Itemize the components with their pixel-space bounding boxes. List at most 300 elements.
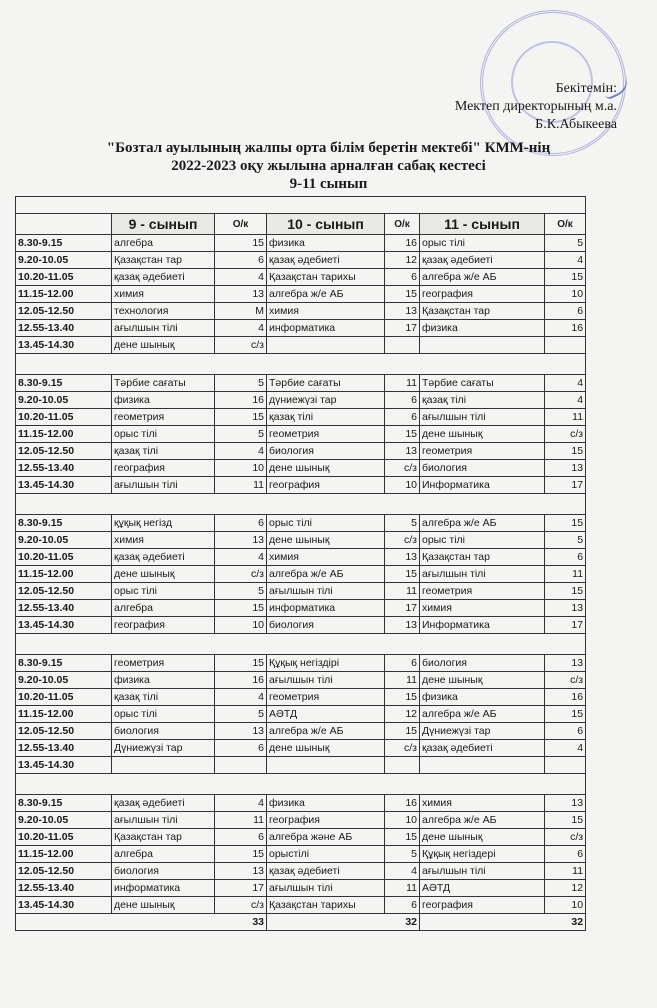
approval-name: Б.К.Абыкеева [535,117,617,132]
room-11: 17 [545,617,586,634]
room-9: М [215,303,267,320]
room-11: 6 [545,723,586,740]
room-9: 6 [215,740,267,757]
subject-9: дене шынық [112,337,215,354]
room-10: 12 [385,706,420,723]
subject-10: биология [267,443,385,460]
day-separator [16,354,586,375]
time-cell: 12.55-13.40 [16,600,112,617]
room-10: 11 [385,672,420,689]
subject-9: география [112,460,215,477]
table-row [16,477,586,494]
time-cell: 13.45-14.30 [16,617,112,634]
table-row [16,706,586,723]
subject-10: физика [267,235,385,252]
subject-11: биология [420,655,545,672]
room-9: 15 [215,235,267,252]
day-separator [16,494,586,515]
subject-10 [267,337,385,354]
room-11: 13 [545,600,586,617]
subject-11: физика [420,689,545,706]
room-11: 10 [545,897,586,914]
time-cell: 11.15-12.00 [16,706,112,723]
subject-11: Информатика [420,617,545,634]
room-10: 13 [385,549,420,566]
subject-9: геометрия [112,655,215,672]
subject-9: биология [112,723,215,740]
table-row [16,532,586,549]
day-separator [16,774,586,795]
subject-9: технология [112,303,215,320]
subject-9: физика [112,672,215,689]
subject-9: геометрия [112,409,215,426]
table-row [16,549,586,566]
subject-10: орыстілі [267,846,385,863]
document-subtitle: 2022-2023 оқу жылына арналған сабақ кестесі [171,158,486,174]
room-11: 11 [545,566,586,583]
time-cell: 8.30-9.15 [16,235,112,252]
room-11: 4 [545,252,586,269]
subject-10: қазақ әдебиеті [267,863,385,880]
room-9: 13 [215,532,267,549]
subject-11: химия [420,600,545,617]
subject-10: Қазақстан тарихы [267,897,385,914]
subject-10: орыс тілі [267,515,385,532]
time-cell: 9.20-10.05 [16,672,112,689]
room-11: 12 [545,880,586,897]
room-11 [545,757,586,774]
subject-11: орыс тілі [420,532,545,549]
time-cell: 12.05-12.50 [16,443,112,460]
day-separator [16,634,586,655]
subject-10: Тәрбие сағаты [267,375,385,392]
approval-position: Мектеп директорының м.а. [454,99,617,114]
subject-10: қазақ тілі [267,409,385,426]
room-11: 15 [545,269,586,286]
table-row [16,655,586,672]
subject-9: ағылшын тілі [112,812,215,829]
room-10: с/з [385,740,420,757]
room-9: 15 [215,600,267,617]
table-row [16,672,586,689]
subject-11: география [420,286,545,303]
room-9: 11 [215,477,267,494]
room-11: 13 [545,795,586,812]
room-11: 13 [545,460,586,477]
table-row [16,846,586,863]
subject-10: информатика [267,600,385,617]
table-row [16,617,586,634]
subject-11 [420,337,545,354]
subject-11: Информатика [420,477,545,494]
subject-10: дене шынық [267,460,385,477]
room-10: 6 [385,655,420,672]
time-cell: 11.15-12.00 [16,426,112,443]
subject-11: орыс тілі [420,235,545,252]
room-11: 4 [545,392,586,409]
room-9: 4 [215,795,267,812]
table-row [16,252,586,269]
time-cell: 12.05-12.50 [16,863,112,880]
subject-11: дене шынық [420,672,545,689]
room-10: 4 [385,863,420,880]
document-title: "Бозтал ауылының жалпы орта білім беретін мектебі" КММ-нің [106,140,551,156]
room-9: 6 [215,515,267,532]
table-row [16,460,586,477]
room-10: 15 [385,723,420,740]
room-9: 13 [215,723,267,740]
subject-9: биология [112,863,215,880]
subject-11 [420,757,545,774]
subject-10: химия [267,549,385,566]
table-row [16,303,586,320]
table-row [16,600,586,617]
subject-11: алгебра ж/е АБ [420,812,545,829]
table-row [16,689,586,706]
subject-10: геометрия [267,426,385,443]
subject-10: алгебра және АБ [267,829,385,846]
room-11 [545,337,586,354]
room-9: 6 [215,252,267,269]
room-11: 6 [545,549,586,566]
room-11: 5 [545,235,586,252]
room-9: 13 [215,286,267,303]
subject-10: дүниежүзі тар [267,392,385,409]
grades-label: 9-11 сынып [289,176,368,192]
room-10: 11 [385,583,420,600]
subject-11: алгебра ж/е АБ [420,515,545,532]
room-9: 17 [215,880,267,897]
time-cell: 11.15-12.00 [16,846,112,863]
total-11: 32 [420,914,586,931]
subject-9: дене шынық [112,566,215,583]
subject-10: ағылшын тілі [267,583,385,600]
time-cell: 11.15-12.00 [16,566,112,583]
subject-9: орыс тілі [112,583,215,600]
table-row [16,337,586,354]
subject-10: алгебра ж/е АБ [267,723,385,740]
subject-9: информатика [112,880,215,897]
table-row [16,269,586,286]
subject-9: қазақ тілі [112,443,215,460]
subject-9: Тәрбие сағаты [112,375,215,392]
time-cell: 9.20-10.05 [16,532,112,549]
totals-row [16,914,586,931]
subject-9: Қазақстан тар [112,252,215,269]
room-10: 13 [385,303,420,320]
room-10: 13 [385,617,420,634]
subject-9: қазақ әдебиеті [112,795,215,812]
time-cell: 12.55-13.40 [16,460,112,477]
header-room-11: О/к [545,214,586,235]
subject-9: қазақ әдебиеті [112,549,215,566]
total-9: 33 [16,914,267,931]
time-cell: 8.30-9.15 [16,655,112,672]
room-10: 6 [385,269,420,286]
subject-10: алгебра ж/е АБ [267,286,385,303]
subject-11: Құқық негіздері [420,846,545,863]
table-row [16,235,586,252]
room-9: 15 [215,409,267,426]
header-time [16,214,112,235]
table-row [16,795,586,812]
room-10 [385,757,420,774]
room-10: 16 [385,795,420,812]
room-9 [215,757,267,774]
room-9: с/з [215,337,267,354]
subject-10: химия [267,303,385,320]
table-row [16,286,586,303]
room-9: 4 [215,320,267,337]
room-9: 5 [215,583,267,600]
room-11: 15 [545,515,586,532]
subject-11: география [420,897,545,914]
time-cell: 8.30-9.15 [16,795,112,812]
table-row [16,757,586,774]
table-row [16,392,586,409]
subject-10: Қазақстан тарихы [267,269,385,286]
header-row [16,214,586,235]
room-9: 10 [215,460,267,477]
room-9: 6 [215,829,267,846]
schedule-body [16,197,586,931]
time-cell: 12.55-13.40 [16,740,112,757]
room-9: с/з [215,566,267,583]
room-11: 17 [545,477,586,494]
room-9: 5 [215,426,267,443]
subject-9 [112,757,215,774]
time-cell: 13.45-14.30 [16,757,112,774]
subject-10: дене шынық [267,740,385,757]
table-top-row [16,197,586,214]
room-11: 15 [545,583,586,600]
table-row [16,740,586,757]
subject-11: ағылшын тілі [420,409,545,426]
room-10: 17 [385,320,420,337]
room-10: 5 [385,515,420,532]
subject-9: химия [112,532,215,549]
subject-11: Дүниежүзі тар [420,723,545,740]
subject-9: физика [112,392,215,409]
subject-11: алгебра ж/е АБ [420,269,545,286]
subject-10: биология [267,617,385,634]
subject-10: қазақ әдебиеті [267,252,385,269]
time-cell: 13.45-14.30 [16,477,112,494]
subject-10 [267,757,385,774]
table-row [16,723,586,740]
room-9: 5 [215,375,267,392]
subject-9: Қазақстан тар [112,829,215,846]
time-cell: 8.30-9.15 [16,515,112,532]
total-10: 32 [267,914,420,931]
room-11: 15 [545,812,586,829]
room-11: 4 [545,375,586,392]
time-cell: 11.15-12.00 [16,286,112,303]
subject-11: физика [420,320,545,337]
table-row [16,880,586,897]
time-cell: 9.20-10.05 [16,392,112,409]
room-9: 16 [215,392,267,409]
time-cell: 12.05-12.50 [16,723,112,740]
room-10: с/з [385,532,420,549]
subject-10: ағылшын тілі [267,880,385,897]
room-11: 13 [545,655,586,672]
table-row [16,863,586,880]
subject-10: география [267,812,385,829]
subject-11: геометрия [420,583,545,600]
subject-9: алгебра [112,846,215,863]
subject-11: Қазақстан тар [420,303,545,320]
time-cell: 10.20-11.05 [16,689,112,706]
approval-block [455,80,617,134]
room-10: 13 [385,443,420,460]
room-10: 6 [385,392,420,409]
room-10: 10 [385,477,420,494]
time-cell: 10.20-11.05 [16,549,112,566]
subject-10: информатика [267,320,385,337]
room-11: 16 [545,320,586,337]
table-row [16,409,586,426]
room-10: 16 [385,235,420,252]
room-10: 15 [385,829,420,846]
room-10 [385,337,420,354]
room-9: 13 [215,863,267,880]
room-11: с/з [545,829,586,846]
time-cell: 12.05-12.50 [16,583,112,600]
time-cell: 8.30-9.15 [16,375,112,392]
time-cell: 13.45-14.30 [16,337,112,354]
subject-11: қазақ әдебиеті [420,252,545,269]
subject-11: ағылшын тілі [420,863,545,880]
table-row [16,515,586,532]
time-cell: 12.05-12.50 [16,303,112,320]
header-room-10: О/к [385,214,420,235]
subject-9: орыс тілі [112,706,215,723]
subject-9: орыс тілі [112,426,215,443]
room-11: 11 [545,409,586,426]
time-cell: 12.55-13.40 [16,320,112,337]
room-9: 4 [215,689,267,706]
subject-9: қазақ әдебиеті [112,269,215,286]
header-grade-10: 10 - сынып [267,214,385,235]
time-cell: 9.20-10.05 [16,812,112,829]
subject-11: Қазақстан тар [420,549,545,566]
room-9: 15 [215,846,267,863]
room-11: 6 [545,303,586,320]
subject-9: ағылшын тілі [112,477,215,494]
table-row [16,443,586,460]
subject-11: ағылшын тілі [420,566,545,583]
table-row [16,426,586,443]
table-row [16,829,586,846]
subject-9: дене шынық [112,897,215,914]
header-grade-9: 9 - сынып [112,214,215,235]
subject-11: дене шынық [420,829,545,846]
subject-9: Дүниежүзі тар [112,740,215,757]
room-10: с/з [385,460,420,477]
table-row [16,566,586,583]
room-10: 11 [385,375,420,392]
room-10: 15 [385,689,420,706]
room-11: 15 [545,443,586,460]
subject-10: физика [267,795,385,812]
table-row [16,583,586,600]
room-10: 15 [385,286,420,303]
room-9: 4 [215,443,267,460]
room-11: с/з [545,426,586,443]
room-9: с/з [215,897,267,914]
room-9: 10 [215,617,267,634]
subject-11: АӘТД [420,880,545,897]
room-9: 11 [215,812,267,829]
subject-10: Құқық негіздірі [267,655,385,672]
subject-9: алгебра [112,600,215,617]
subject-10: дене шынық [267,532,385,549]
subject-11: дене шынық [420,426,545,443]
subject-10: геометрия [267,689,385,706]
room-11: 5 [545,532,586,549]
room-10: 17 [385,600,420,617]
subject-11: геометрия [420,443,545,460]
time-cell: 13.45-14.30 [16,897,112,914]
table-row [16,320,586,337]
header-grade-11: 11 - сынып [420,214,545,235]
approval-label: Бекітемін: [555,81,617,96]
subject-9: қазақ тілі [112,689,215,706]
subject-11: қазақ тілі [420,392,545,409]
room-10: 6 [385,897,420,914]
subject-10: АӘТД [267,706,385,723]
subject-10: география [267,477,385,494]
room-10: 6 [385,409,420,426]
room-9: 4 [215,269,267,286]
room-9: 5 [215,706,267,723]
time-cell: 10.20-11.05 [16,409,112,426]
table-row [16,897,586,914]
subject-9: құқық негізд [112,515,215,532]
subject-11: қазақ әдебиеті [420,740,545,757]
room-9: 15 [215,655,267,672]
room-11: 6 [545,846,586,863]
subject-9: химия [112,286,215,303]
time-cell: 10.20-11.05 [16,269,112,286]
room-9: 4 [215,549,267,566]
table-row [16,375,586,392]
time-cell: 10.20-11.05 [16,829,112,846]
subject-11: биология [420,460,545,477]
room-10: 15 [385,566,420,583]
room-11: 11 [545,863,586,880]
room-10: 15 [385,426,420,443]
subject-10: алгебра ж/е АБ [267,566,385,583]
subject-9: ағылшын тілі [112,320,215,337]
room-11: 16 [545,689,586,706]
subject-10: ағылшын тілі [267,672,385,689]
room-9: 16 [215,672,267,689]
room-10: 12 [385,252,420,269]
schedule-table [15,196,586,931]
room-11: 4 [545,740,586,757]
subject-9: география [112,617,215,634]
room-10: 10 [385,812,420,829]
header-room-9: О/к [215,214,267,235]
table-row [16,812,586,829]
subject-11: алгебра ж/е АБ [420,706,545,723]
time-cell: 12.55-13.40 [16,880,112,897]
room-11: 15 [545,706,586,723]
room-10: 5 [385,846,420,863]
room-10: 11 [385,880,420,897]
